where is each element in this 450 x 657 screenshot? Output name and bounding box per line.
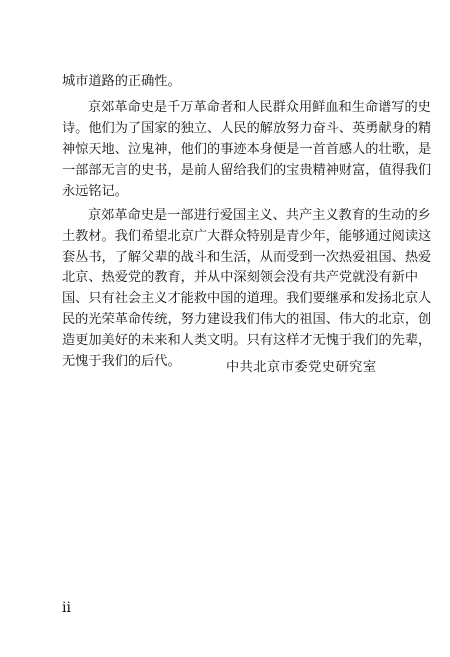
paragraph-line: 永远铭记。 <box>62 184 128 199</box>
paragraph-line: 神惊天地、泣鬼神，他们的事迹本身便是一首首感人的壮歌，是 <box>62 142 432 157</box>
paragraph-line: 国、只有社会主义才能救中国的道理。我们要继承和发扬北京人 <box>62 291 432 307</box>
paragraph-line: 京郊革命史是一部进行爱国主义、共产主义教育的生动的乡 <box>88 208 431 223</box>
paragraph-line: 无愧于我们的后代。 <box>62 353 181 369</box>
paragraph-line: 民的光荣革命传统，努力建设我们伟大的祖国、伟大的北京，创 <box>62 312 432 327</box>
paragraph-line: 北京、热爱党的教育，并从中深刻领会没有共产党就没有新中 <box>62 270 419 286</box>
paragraph-line: 造更加美好的未来和人类文明。只有这样才无愧于我们的先辈， <box>62 332 432 348</box>
paragraph-line: 京郊革命史是千万革命者和人民群众用鲜血和生命谱写的史 <box>88 100 431 115</box>
paragraph-line: 套丛书，了解父辈的战斗和生活，从而受到一次热爱祖国、热爱 <box>62 249 432 265</box>
page-number: ii <box>62 600 71 616</box>
paragraph-line: 土教材。我们希望北京广大群众特别是青少年，能够通过阅读这 <box>62 228 432 244</box>
paragraph-line: 城市道路的正确性。 <box>62 74 181 89</box>
paragraph-line: 一部部无言的史书，是前人留给我们的宝贵精神财富，值得我们 <box>62 163 432 178</box>
signature: 中共北京市委党史研究室 <box>226 360 377 375</box>
paragraph-line: 诗。他们为了国家的独立、人民的解放努力奋斗、英勇献身的精 <box>62 121 432 136</box>
